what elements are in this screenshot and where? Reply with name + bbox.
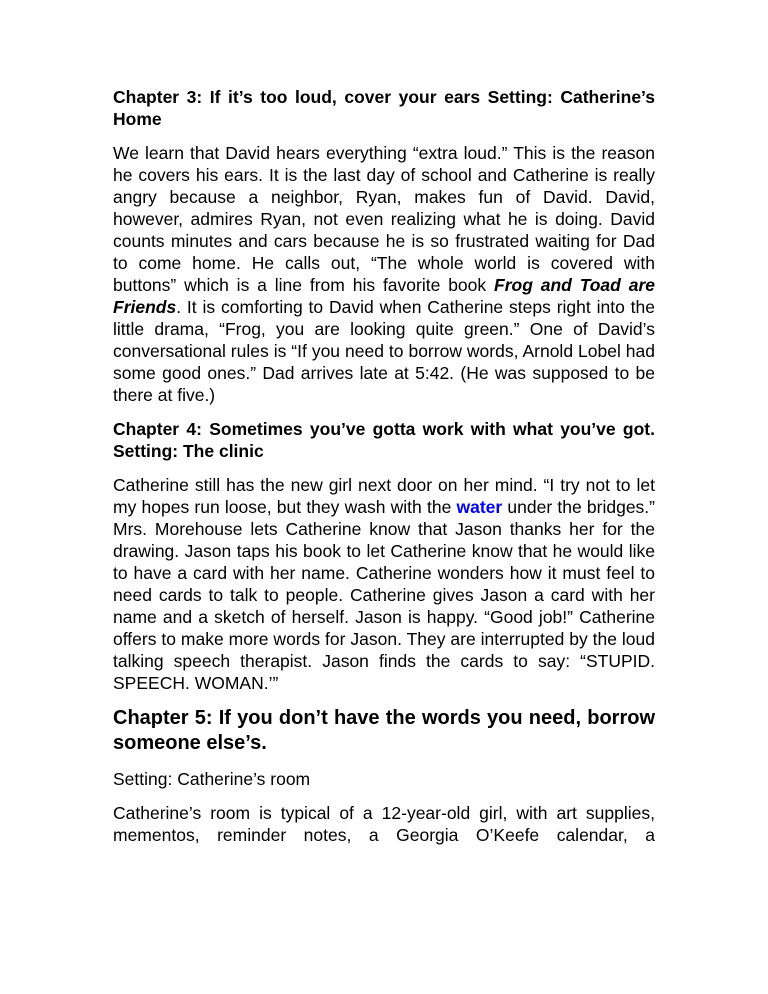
chapter-4-heading — [113, 418, 655, 462]
book-title-frog-and-toad: Frog and Toad are Friends — [113, 275, 655, 317]
water-link[interactable]: water — [456, 497, 503, 517]
chapter-4-summary — [113, 474, 655, 694]
chapter-3-heading-text: Chapter 3: If it’s too loud, cover your ears Setting: Catherine’s Home — [113, 87, 655, 129]
chapter-3-heading — [113, 86, 655, 130]
chapter-3-summary-text: We learn that David hears everything “extra loud.” This is the reason he covers his ears. It is the last day of school and Catherine is really angry because a neighbor, Ryan, makes fun of David. David, however, admires Ryan, not even realizing what he is doing. David counts minutes and cars because he is so frustrated waiting for Dad to come home. He calls out, “The whole world is covered with buttons” which is a line from his favorite book — [113, 143, 655, 295]
chapter-5-summary-text: Catherine’s room is typical of a 12-year-old girl, with art supplies, mementos, reminder notes, a Georgia O’Keefe calendar, a — [113, 803, 655, 845]
chapter-4-summary-text-cont: under the bridges.” Mrs. Morehouse lets Catherine know that Jason thanks her for the drawing. Jason taps his book to let Catherine know that he would like to have a card with her name. Catherine wonders how it must feel to need cards to talk to people. Catherine gives Jason a card with her name and a sketch of herself. Jason is happy. “Good job!” Catherine offers to make more words for Jason. They are interrupted by the loud talking speech therapist. Jason finds the cards to say: “STUPID. SPEECH. WOMAN.’” — [113, 497, 655, 693]
chapter-3-summary-text-cont: . It is comforting to David when Catherine steps right into the little drama, “Frog, you are looking quite green.” One of David’s conversational rules is “If you need to borrow words, Arnold Lobel had some good ones.” Dad arrives late at 5:42. (He was supposed to be there at five.) — [113, 297, 655, 405]
chapter-5-heading-text: Chapter 5: If you don’t have the words you need, borrow someone else’s. — [113, 707, 655, 754]
chapter-5-heading — [113, 706, 655, 756]
chapter-5-setting-text: Setting: Catherine’s room — [113, 769, 311, 789]
chapter-4-heading-text: Chapter 4: Sometimes you’ve gotta work with what you’ve got. Setting: The clinic — [113, 419, 655, 461]
chapter-3-summary — [113, 142, 655, 406]
chapter-5-setting — [113, 768, 655, 790]
chapter-4-summary-text: Catherine still has the new girl next door on her mind. “I try not to let my hopes run loose, but they wash with the — [113, 475, 655, 517]
chapter-5-summary — [113, 802, 655, 846]
